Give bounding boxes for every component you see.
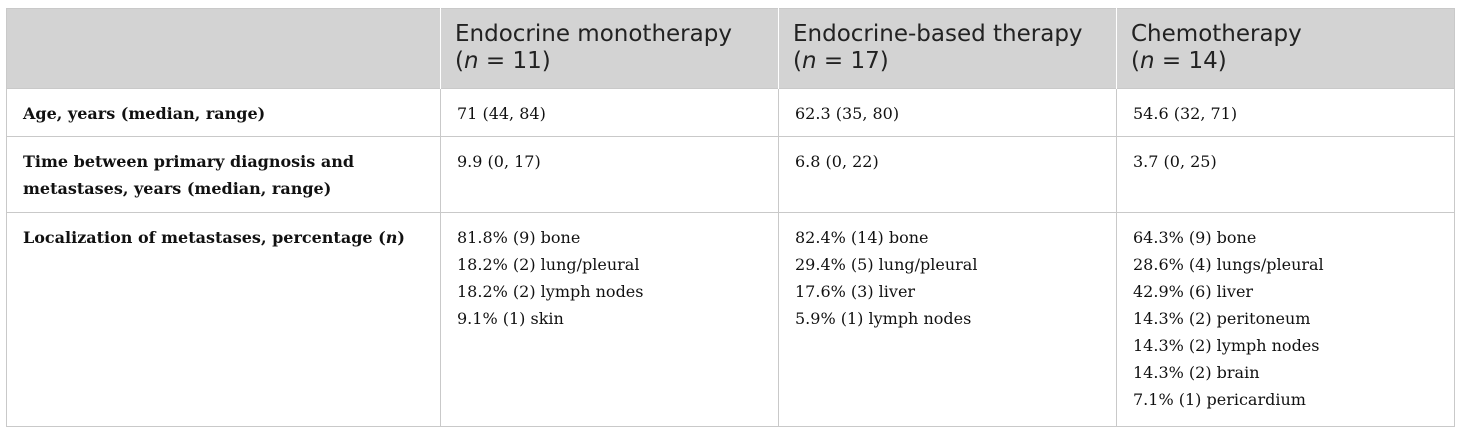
list-item: 14.3% (2) peritoneum xyxy=(1133,309,1311,328)
list-item: 9.1% (1) skin xyxy=(457,309,564,328)
list-item: 29.4% (5) lung/pleural xyxy=(795,255,978,274)
header-empty-cell xyxy=(7,9,441,89)
list-item: 18.2% (2) lymph nodes xyxy=(457,282,644,301)
header-title: Endocrine monotherapy xyxy=(455,20,732,47)
cell-age-endocrine-monotherapy: 71 (44, 84) xyxy=(441,89,779,137)
cell-time-endocrine-based: 6.8 (0, 22) xyxy=(779,137,1117,213)
row-label-age: Age, years (median, range) xyxy=(7,89,441,137)
list-item: 17.6% (3) liver xyxy=(795,282,916,301)
table-row-age xyxy=(7,89,1455,137)
cell-time-endocrine-monotherapy: 9.9 (0, 17) xyxy=(441,137,779,213)
table-row-time-to-metastases xyxy=(7,137,1455,213)
list-item: 64.3% (9) bone xyxy=(1133,228,1257,247)
list-item: 5.9% (1) lymph nodes xyxy=(795,309,972,328)
header-n-count: (n = 17) xyxy=(793,47,889,74)
header-n-count: (n = 11) xyxy=(455,47,551,74)
cell-age-chemotherapy: 54.6 (32, 71) xyxy=(1117,89,1455,137)
header-title: Chemotherapy xyxy=(1131,20,1302,47)
list-item: 81.8% (9) bone xyxy=(457,228,581,247)
cell-time-chemotherapy: 3.7 (0, 25) xyxy=(1117,137,1455,213)
header-n-count: (n = 14) xyxy=(1131,47,1227,74)
header-chemotherapy xyxy=(1117,9,1455,89)
header-title: Endocrine-based therapy xyxy=(793,20,1083,47)
list-item: 18.2% (2) lung/pleural xyxy=(457,255,640,274)
cell-localization-chemotherapy xyxy=(1117,213,1455,427)
list-item: 28.6% (4) lungs/pleural xyxy=(1133,255,1324,274)
list-item: 14.3% (2) lymph nodes xyxy=(1133,336,1320,355)
list-item: 82.4% (14) bone xyxy=(795,228,929,247)
cell-age-endocrine-based: 62.3 (35, 80) xyxy=(779,89,1117,137)
list-item: 42.9% (6) liver xyxy=(1133,282,1254,301)
list-item: 14.3% (2) brain xyxy=(1133,363,1260,382)
cell-localization-endocrine-monotherapy xyxy=(441,213,779,427)
header-endocrine-monotherapy xyxy=(441,9,779,89)
row-label-localization: Localization of metastases, percentage (n) xyxy=(7,213,441,427)
table-row-localization xyxy=(7,213,1455,427)
cell-localization-endocrine-based xyxy=(779,213,1117,427)
row-label-time-to-metastases: Time between primary diagnosis and metastases, years (median, range) xyxy=(7,137,441,213)
metastases-table xyxy=(6,8,1455,427)
header-row xyxy=(7,9,1455,89)
list-item: 7.1% (1) pericardium xyxy=(1133,390,1306,409)
header-endocrine-based-therapy xyxy=(779,9,1117,89)
